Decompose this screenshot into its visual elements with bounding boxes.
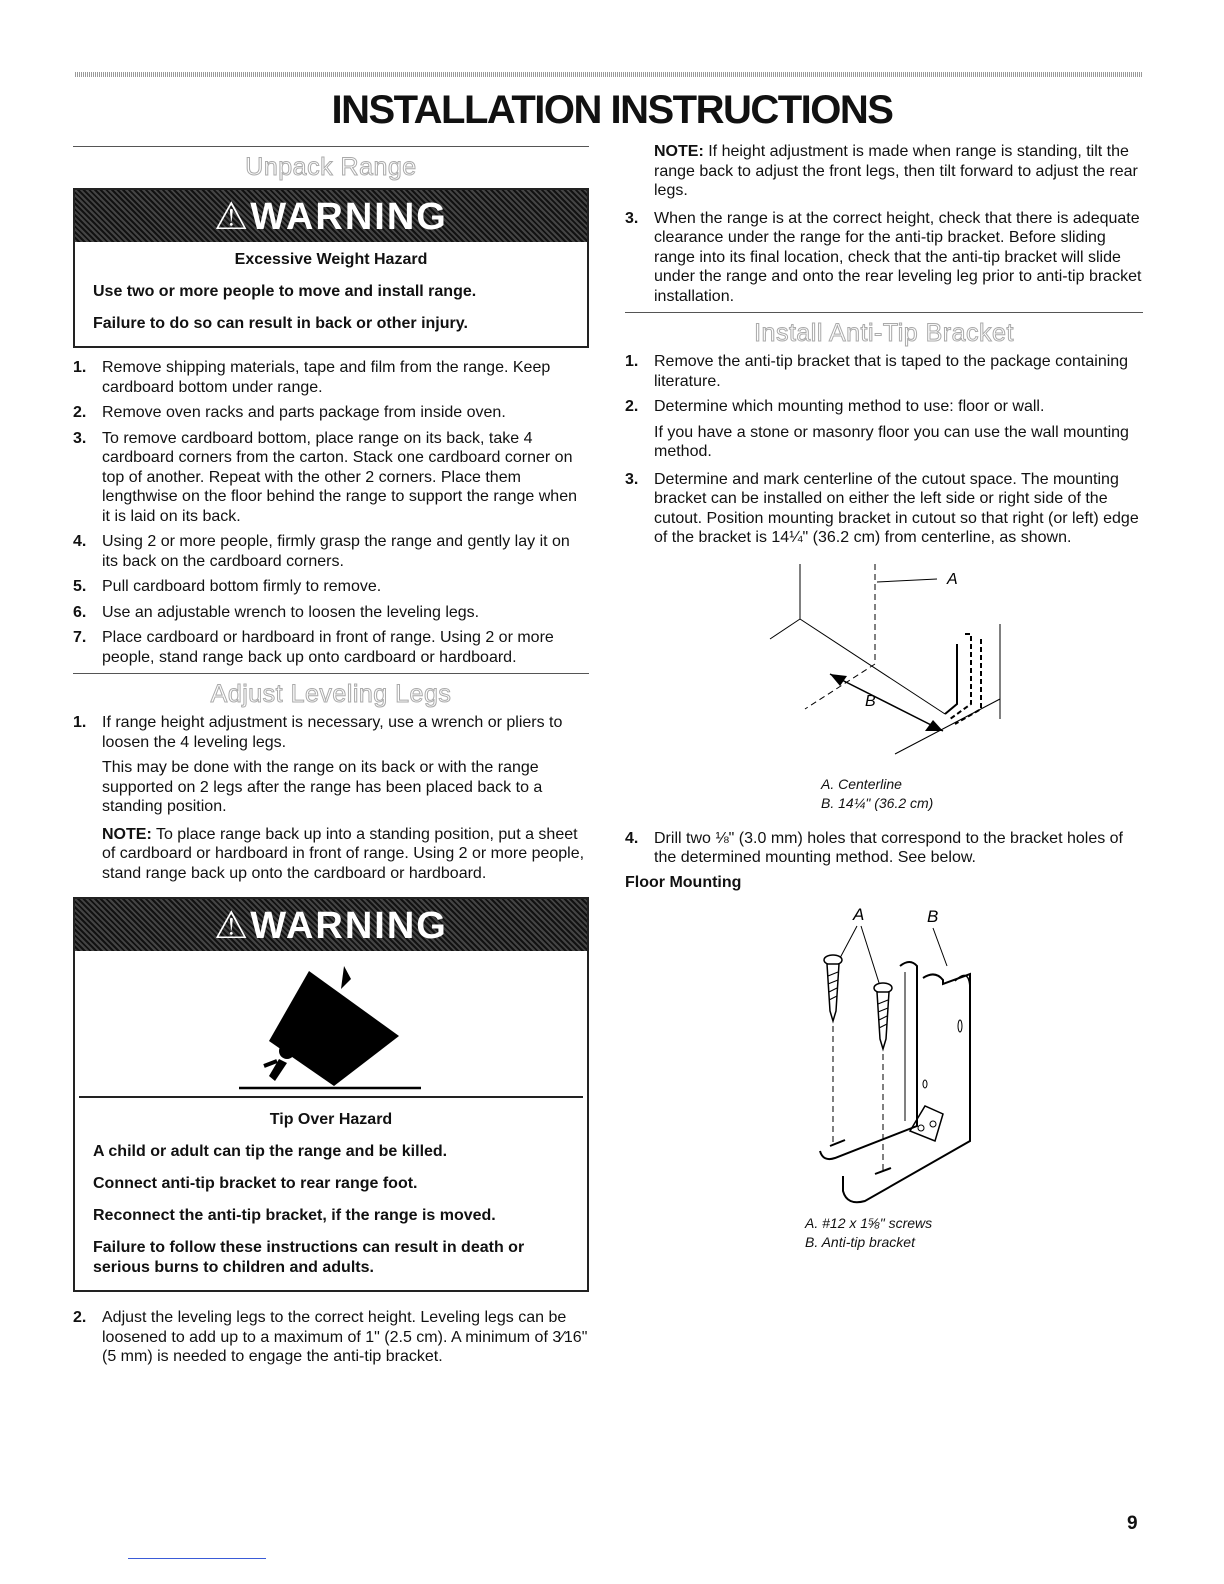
footer-link-underline xyxy=(128,1558,266,1559)
paragraph: This may be done with the range on its back or with the range supported on 2 legs after the range has been placed back to a standing position. xyxy=(102,759,543,815)
list-item: 7. Place cardboard or hardboard in front of range. Using 2 or more people, stand range back up onto cardboard or hardboard. xyxy=(73,629,554,666)
list-item: 3. When the range is at the correct height, check that there is adequate clearance under the range for the anti-tip bracket. Before sliding range into its final location, check that the anti-tip bracket will slide under the range and onto the rear leveling leg prior to anti-tip bracket installation. xyxy=(625,209,1142,305)
warning-label: ⚠WARNING xyxy=(214,195,448,238)
label-b: B xyxy=(865,692,876,710)
label-b: B xyxy=(927,906,939,926)
tip-over-warning-box xyxy=(73,897,589,1292)
unpack-steps xyxy=(73,358,589,667)
list-item: 5. Pull cardboard bottom firmly to remove. xyxy=(73,578,382,595)
warning-label: ⚠WARNING xyxy=(214,904,448,947)
floor-mounting-heading: Floor Mounting xyxy=(625,873,742,891)
list-item: 2. Adjust the leveling legs to the correct height. Leveling legs can be loosened to add up to a maximum of 1" (2.5 cm). A minimum of 3⁄16" (5 mm) is needed to engage the anti-tip bracket. xyxy=(73,1309,588,1365)
figure-caption: A. #12 x 1⅝" screws B. Anti-tip bracket xyxy=(805,1214,933,1250)
list-item: 2. Determine which mounting method to use: floor or wall. xyxy=(625,398,1045,415)
right-column xyxy=(625,142,1143,1252)
page-title: INSTALLATION INSTRUCTIONS xyxy=(331,88,893,132)
paragraph: If you have a stone or masonry floor you can use the wall mounting method. xyxy=(654,423,1129,460)
warning-banner xyxy=(75,899,587,951)
left-column xyxy=(73,146,589,1373)
list-item: 1. Remove shipping materials, tape and film from the range. Keep cardboard bottom under range. xyxy=(73,359,551,396)
hazard-title: Tip Over Hazard xyxy=(269,1111,393,1128)
warning-line: Failure to follow these instructions can result in death or serious burns to children and adults. xyxy=(93,1239,525,1276)
list-item: 3. To remove cardboard bottom, place range on its back, take 4 cardboard corners from the carton. Stack one cardboard corner on top of another. Repeat with the other 2 corners. Place them lengthwise on the floor behind the range to support the range when it is laid on its back. xyxy=(73,429,577,525)
tip-over-illustration xyxy=(79,951,583,1098)
floor-mounting-diagram xyxy=(625,896,1143,1226)
warning-line: Use two or more people to move and install range. xyxy=(93,283,477,300)
antitip-heading: Install Anti-Tip Bracket xyxy=(754,319,1014,347)
page-number: 9 xyxy=(1127,1513,1138,1534)
warning-line: Connect anti-tip bracket to rear range foot. xyxy=(93,1175,418,1192)
centerline-diagram xyxy=(625,554,1143,789)
label-a: A xyxy=(947,570,958,588)
list-item: 2. Remove oven racks and parts package from inside oven. xyxy=(73,404,506,421)
unpack-heading: Unpack Range xyxy=(245,153,417,181)
warning-banner xyxy=(75,190,587,242)
section-divider xyxy=(73,673,589,674)
warning-line: Reconnect the anti-tip bracket, if the range is moved. xyxy=(93,1207,496,1224)
list-item: 6. Use an adjustable wrench to loosen the leveling legs. xyxy=(73,603,480,621)
adjust-heading: Adjust Leveling Legs xyxy=(210,680,452,708)
hazard-title: Excessive Weight Hazard xyxy=(234,251,428,268)
list-item: 4. Drill two ⅛" (3.0 mm) holes that correspond to the bracket holes of the determined mounting method. See below. xyxy=(625,829,1123,866)
warning-line: A child or adult can tip the range and be killed. xyxy=(93,1143,448,1160)
list-item: 4. Using 2 or more people, firmly grasp the range and gently lay it on its back on the cardboard corners. xyxy=(73,533,570,570)
header-rule xyxy=(75,72,1143,77)
note-paragraph: NOTE: To place range back up into a standing position, put a sheet of cardboard or hardboard in front of range. Using 2 or more people, stand range back up onto the cardboard or hardboard. xyxy=(102,825,585,882)
label-a: A xyxy=(853,904,865,924)
note-paragraph: NOTE: If height adjustment is made when range is standing, tilt the range back to adjust the front legs, then tilt forward to adjust the rear legs. xyxy=(654,143,1138,199)
figure-caption: A. Centerline B. 14¼" (36.2 cm) xyxy=(821,775,934,811)
section-divider xyxy=(73,146,589,147)
list-item: 1. Remove the anti-tip bracket that is taped to the package containing literature. xyxy=(625,353,1129,390)
list-item: 1. If range height adjustment is necessary, use a wrench or pliers to loosen the 4 leveling legs. xyxy=(73,714,563,751)
section-divider xyxy=(625,312,1143,313)
warning-line: Failure to do so can result in back or other injury. xyxy=(93,315,468,332)
list-item: 3. Determine and mark centerline of the cutout space. The mounting bracket can be installed on either the left side or right side of the cutout. Position mounting bracket in cutout so that right (or left) edge of the bracket is 14¼" (36.2 cm) from centerline, as shown. xyxy=(625,470,1139,546)
weight-warning-box xyxy=(73,188,589,348)
